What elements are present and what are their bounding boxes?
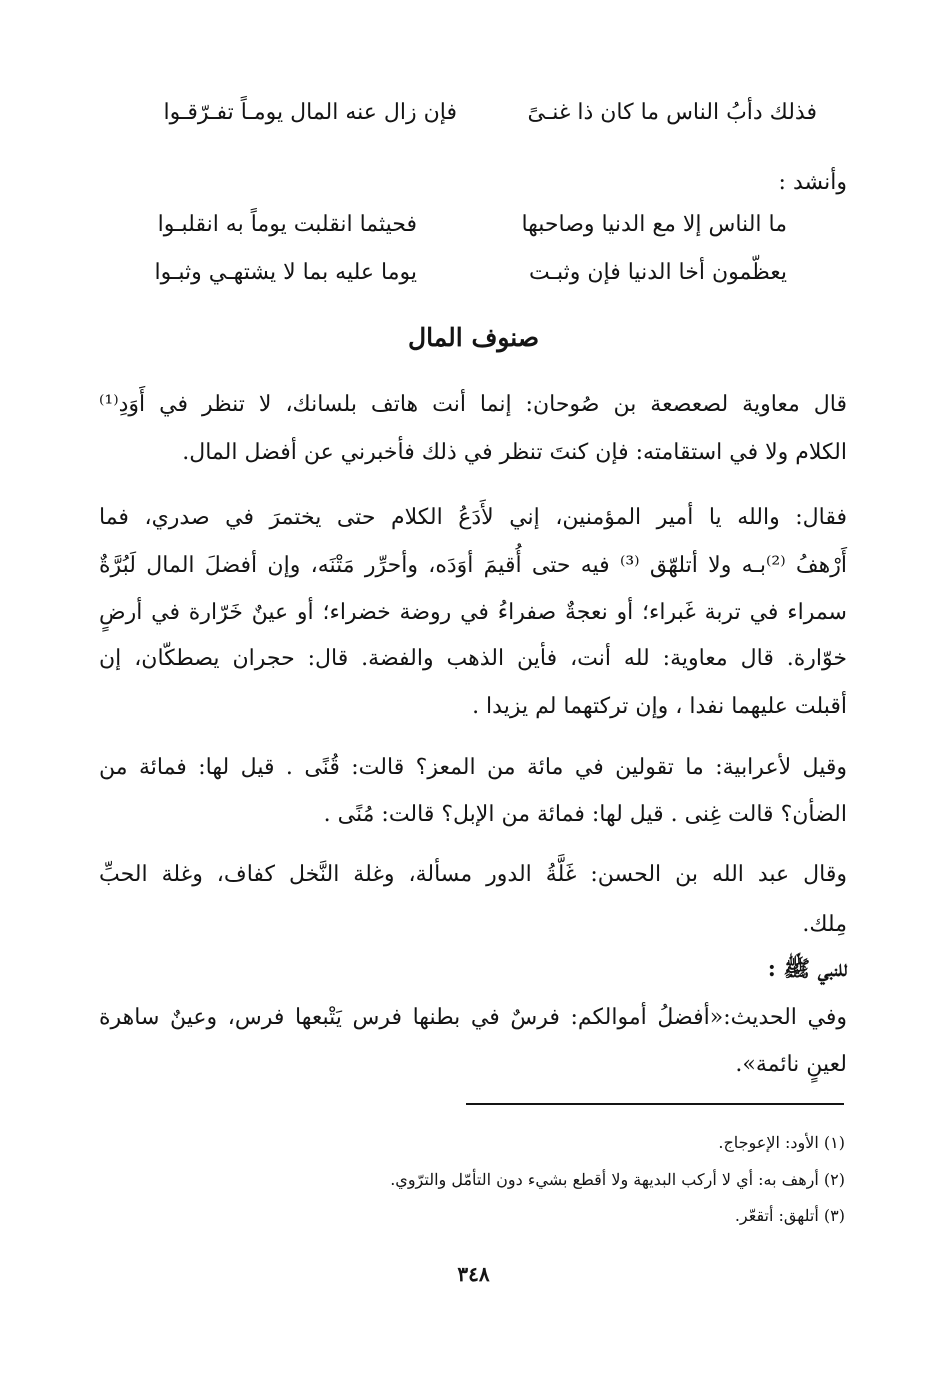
verse-3-first-hemistich: يعظّمون أخا الدنيا فإن وثبـت xyxy=(528,260,787,285)
para-2-line-4: خوّارة. قال معاوية: لله أنت، فأين الذهب والفضة. قال: حجران يصطكّان، إن xyxy=(99,646,847,671)
page-number: ٣٤٨ xyxy=(457,1262,490,1286)
para-5-line-2: لعينٍ نائمة». xyxy=(735,1052,847,1077)
para-4-line-1: وقال عبد الله بن الحسن: غَلَّةُ الدور مسألة، وغلة النَّخل كفاف، وغلة الحبِّ xyxy=(99,862,847,887)
para-2-line-3: سمراء في تربة غَبراء؛ أو نعجةٌ صفراءُ في روضة خضراء؛ أو عينٌ خَرّارة في أرضٍ xyxy=(99,600,847,625)
verse-1-second-hemistich: فإن زال عنه المال يومـاً تفـرّقـوا xyxy=(163,100,457,125)
para-1-line-1: قال معاوية لصعصعة بن صُوحان: إنما أنت هاتف بلسانك، لا تنظر في أَوَدِ⁽¹⁾ xyxy=(99,392,847,417)
para-3-line-2: الضأن؟ قالت غِنى . قيل لها: فمائة من الإبل؟ قالت: مُنًى . xyxy=(323,802,847,827)
para-3-line-1: وقيل لأعرابية: ما تقولين في مائة من المعز؟ قالت: قُنًى . قيل لها: فمائة من xyxy=(99,755,847,780)
verse-3-second-hemistich: يوما عليه بما لا يشتهـي وثبـوا xyxy=(154,260,417,285)
poem-verse-3 xyxy=(127,260,787,285)
footnote-2: (٢) أرهف به: أي لا أركب البديهة ولا أقطع بشيء دون التأمّل والترّوي. xyxy=(390,1170,845,1189)
footnote-3: (٣) أتلهق: أتقعّر. xyxy=(734,1206,845,1225)
intro-line: وأنشد : xyxy=(778,170,847,195)
poem-verse-2 xyxy=(127,212,787,237)
para-1-line-2: الكلام ولا في استقامته: فإن كنتَ تنظر في ذلك فأخبرني عن أفضل المال. xyxy=(182,440,847,465)
footnote-divider xyxy=(466,1103,844,1105)
poem-verse-1 xyxy=(127,100,817,125)
para-2-line-5: أقبلت عليهما نفدا ، وإن تركتهما لم يزيدا . xyxy=(472,694,847,719)
verse-2-first-hemistich: ما الناس إلا مع الدنيا وصاحبها xyxy=(521,212,787,237)
footnote-1: (١) الأود: الإعوجاج. xyxy=(718,1133,845,1152)
para-5-line-1: وفي الحديث:«أفضلُ أموالكم: فرسٌ في بطنها فرس يَتْبعها فرس، وعينٌ ساهرة xyxy=(99,1005,847,1030)
prophet-heading: للنبي ﷺ : xyxy=(767,956,847,982)
para-4-line-2: مِلك. xyxy=(802,912,847,937)
para-2-line-2: أَرْهفُ ⁽²⁾بـه ولا أتلهّق ⁽³⁾ فيه حتى أُقيمَ أوَدَه، وأحرِّر مَتْنَه، وإن أفضلَ المال لَبُرَّةٌ xyxy=(99,553,847,578)
verse-1-first-hemistich: فذلك دأبُ الناس ما كان ذا غنـىً xyxy=(527,100,817,125)
verse-2-second-hemistich: فحيثما انقلبت يوماً به انقلبـوا xyxy=(157,212,417,237)
section-title: صنوف المال xyxy=(407,323,540,352)
para-2-line-1: فقال: والله يا أمير المؤمنين، إني لأَدَعُ الكلام حتى يختمرَ في صدري، فما xyxy=(99,505,847,530)
